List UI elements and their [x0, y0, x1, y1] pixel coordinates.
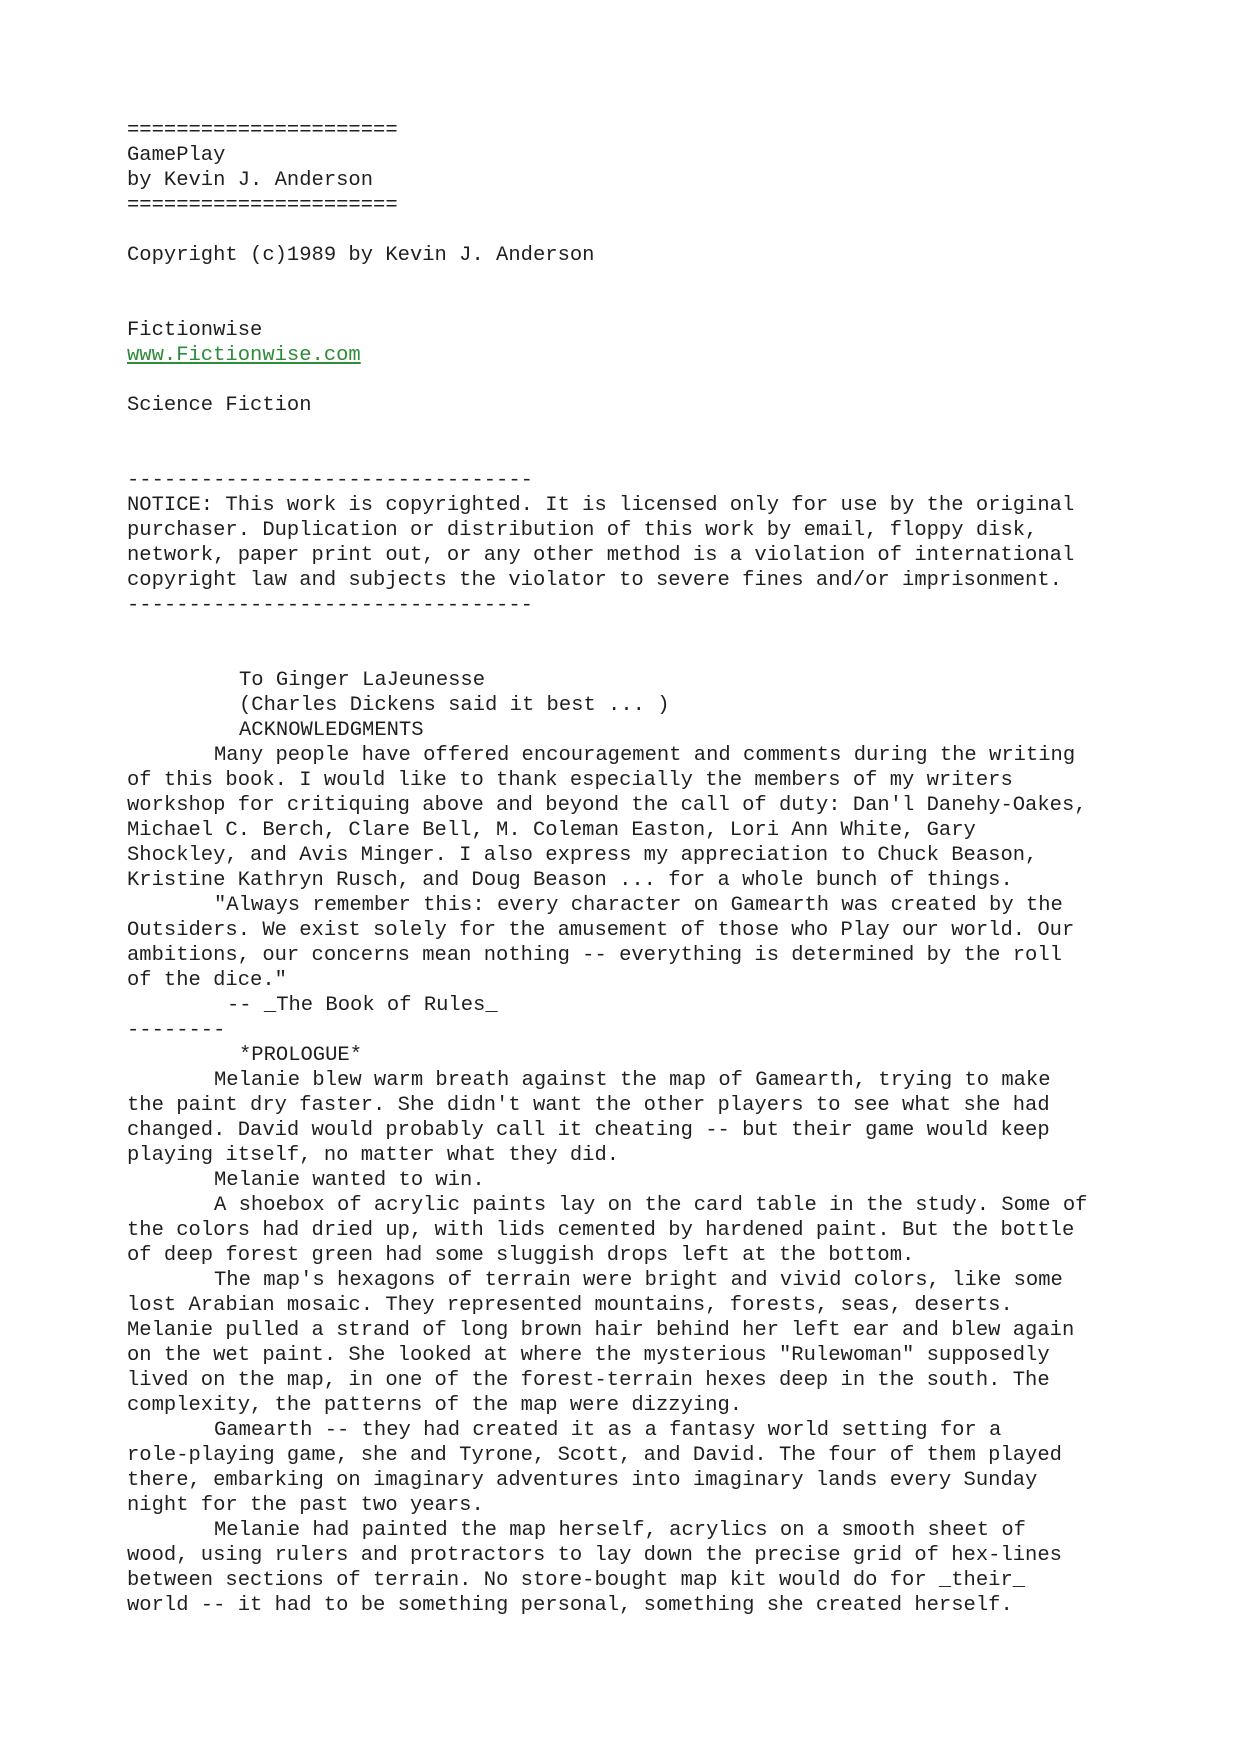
header-rule-bottom: ====================== — [127, 194, 398, 217]
prologue-line: on the wet paint. She looked at where the mysterious "Rulewoman" supposedly — [127, 1344, 1050, 1367]
prologue-line: A shoebox of acrylic paints lay on the card table in the study. Some of — [214, 1194, 1088, 1217]
dedication-line: To Ginger LaJeunesse — [239, 669, 486, 692]
prologue-line: Gamearth -- they had created it as a fantasy world setting for a — [214, 1419, 1002, 1442]
prologue-line: playing itself, no matter what they did. — [127, 1144, 620, 1167]
acknowledgments-line: Many people have offered encouragement and comments during the writing — [214, 744, 1076, 767]
prologue-line: wood, using rulers and protractors to lay down the precise grid of hex-lines — [127, 1544, 1062, 1567]
prologue-line: Melanie pulled a strand of long brown hair behind her left ear and blew again — [127, 1319, 1075, 1342]
notice-rule-bottom: --------------------------------- — [127, 594, 533, 617]
prologue-line: the colors had dried up, with lids cemented by hardened paint. But the bottle — [127, 1219, 1075, 1242]
prologue-line: Melanie had painted the map herself, acrylics on a smooth sheet of — [214, 1519, 1026, 1542]
prologue-line: the paint dry faster. She didn't want the other players to see what she had — [127, 1094, 1050, 1117]
epigraph-attribution: -- _The Book of Rules_ — [227, 994, 498, 1017]
prologue-line: The map's hexagons of terrain were bright and vivid colors, like some — [214, 1269, 1063, 1292]
publisher-name: Fictionwise — [127, 319, 263, 342]
section-separator: -------- — [127, 1019, 226, 1042]
prologue-line: night for the past two years. — [127, 1494, 484, 1517]
epigraph-line: "Always remember this: every character on Gamearth was created by the — [214, 894, 1063, 917]
book-title: GamePlay — [127, 144, 226, 167]
header-rule-top: ====================== — [127, 119, 398, 142]
prologue-line: lived on the map, in one of the forest-terrain hexes deep in the south. The — [127, 1369, 1050, 1392]
acknowledgments-line: of this book. I would like to thank especially the members of my writers — [127, 769, 1013, 792]
notice-line: copyright law and subjects the violator to severe fines and/or imprisonment. — [127, 569, 1062, 592]
acknowledgments-line: Shockley, and Avis Minger. I also express my appreciation to Chuck Beason, — [127, 844, 1038, 867]
document-page — [127, 118, 1137, 1618]
prologue-line: world -- it had to be something personal, something she created herself. — [127, 1594, 1013, 1617]
genre-line: Science Fiction — [127, 394, 312, 417]
prologue-line: between sections of terrain. No store-bought map kit would do for _their_ — [127, 1569, 1026, 1592]
prologue-heading: *PROLOGUE* — [239, 1044, 363, 1067]
acknowledgments-heading: ACKNOWLEDGMENTS — [239, 719, 424, 742]
prologue-line: Melanie blew warm breath against the map of Gamearth, trying to make — [214, 1069, 1051, 1092]
dedication-subline: (Charles Dickens said it best ... ) — [239, 694, 670, 717]
acknowledgments-line: Michael C. Berch, Clare Bell, M. Coleman Easton, Lori Ann White, Gary — [127, 819, 976, 842]
prologue-line: role-playing game, she and Tyrone, Scott, and David. The four of them played — [127, 1444, 1062, 1467]
prologue-line: of deep forest green had some sluggish drops left at the bottom. — [127, 1244, 915, 1267]
prologue-line: there, embarking on imaginary adventures into imaginary lands every Sunday — [127, 1469, 1038, 1492]
epigraph-line: Outsiders. We exist solely for the amusement of those who Play our world. Our — [127, 919, 1075, 942]
prologue-line: lost Arabian mosaic. They represented mountains, forests, seas, deserts. — [127, 1294, 1013, 1317]
notice-line: purchaser. Duplication or distribution of this work by email, floppy disk, — [127, 519, 1038, 542]
acknowledgments-line: workshop for critiquing above and beyond the call of duty: Dan'l Danehy-Oakes, — [127, 794, 1087, 817]
copyright-line: Copyright (c)1989 by Kevin J. Anderson — [127, 244, 595, 267]
notice-line: NOTICE: This work is copyrighted. It is licensed only for use by the original — [127, 494, 1075, 517]
notice-rule-top: --------------------------------- — [127, 469, 533, 492]
prologue-line: complexity, the patterns of the map were dizzying. — [127, 1394, 743, 1417]
epigraph-line: of the dice." — [127, 969, 287, 992]
publisher-link[interactable]: www.Fictionwise.com — [127, 344, 361, 367]
epigraph-line: ambitions, our concerns mean nothing -- everything is determined by the roll — [127, 944, 1062, 967]
book-author: by Kevin J. Anderson — [127, 169, 374, 192]
acknowledgments-line: Kristine Kathryn Rusch, and Doug Beason ... for a whole bunch of things. — [127, 869, 1013, 892]
prologue-line: changed. David would probably call it cheating -- but their game would keep — [127, 1119, 1050, 1142]
prologue-line: Melanie wanted to win. — [214, 1169, 485, 1192]
notice-line: network, paper print out, or any other method is a violation of international — [127, 544, 1075, 567]
